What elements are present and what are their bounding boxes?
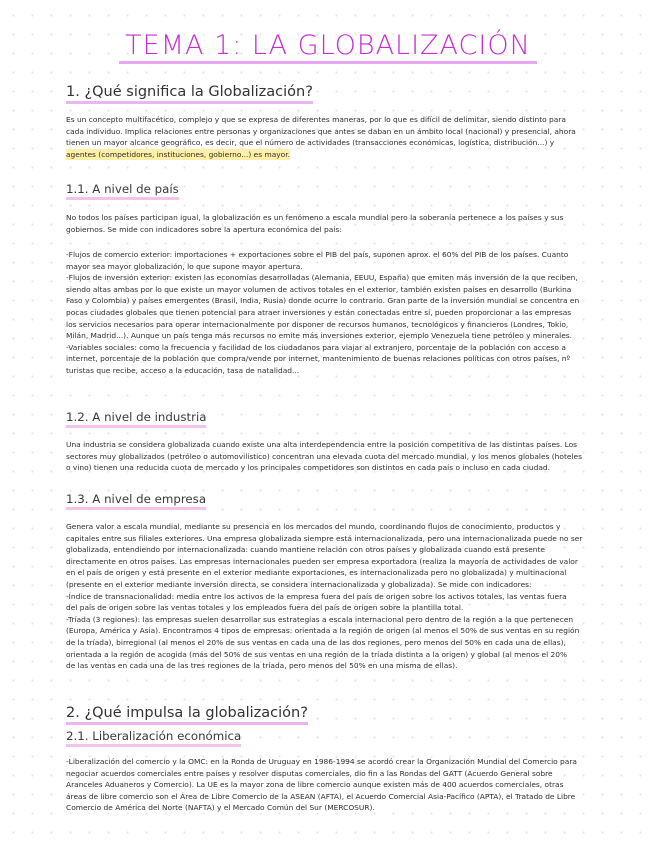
text-line: de la tríada), birregional (al menos el 20% de sus ventas en cada una de las dos regiones, pero menos del 50% en cada una de ellas), <box>66 637 566 647</box>
text-line: Faso y Colombia) y países emergentes (Brasil, India, Rusia) donde ocurre lo contrario. Gran parte de la inversión mundial se concentra en <box>66 296 580 306</box>
text-line: Milán, Madrid...). Aunque un país tenga más recursos no emite más inversiones exterior, ejemplo Venezuela tiene petróleo y minerales. <box>66 331 573 341</box>
text-line: pocas ciudades globales que tienen potencial para atraer inversiones y están conectadas entre sí, pueden proporcionar a las empresas <box>66 307 572 317</box>
text-line: (Europa, América y Asia). Encontramos 4 tipos de empresas: orientada a la región de origen (al menos el 50% de sus ventas en su región <box>66 626 580 636</box>
text-line: -Tríada (3 regiones): las empresas suelen desarrollar sus estrategias a escala internacional pero dentro de la región a la que pertenecen <box>66 614 574 624</box>
text-line: (presente en el exterior mediante inversión directa, se considera internacionalizada y globalizada). Se mide con indicadores: <box>66 579 532 589</box>
text-line: áreas de libre comercio son el Área de Libre Comercio de la ASEAN (AFTA), el Acuerdo Comercial Asia-Pacífico (APTA), el Tratado de Libre <box>66 791 576 801</box>
text-line: Genera valor a escala mundial, mediante su presencia en los mercados del mundo, coordinando flujos de conocimiento, productos y <box>66 522 561 531</box>
paragraph-definition <box>66 114 626 164</box>
text-line: orientada a la región de acogida (más del 50% de sus ventas en una región de la tríada distinta a la origen) y global (al menos el 20% <box>66 649 568 659</box>
text-line: de las ventas en cada una de las tres regiones de la tríada, pero menos del 50% en una misma de ellas). <box>66 661 458 671</box>
text-line: en el país de origen y está presente en el exterior mediante exportaciones, es internacionalizada pero no globalizada) y multinacional <box>66 568 567 578</box>
section-heading-1: 1. ¿Qué significa la Globalización? <box>66 84 313 100</box>
text-line: directamente en otros países. Las empresas internacionales pueden ser empresa exportadora (realiza la mayoría de actividades de valor <box>66 556 578 566</box>
text-line: o vino) tienen una reducida cuota de mercado y los principales competidores son distintos en cada país o incluso en cada ciudad. <box>66 463 551 473</box>
text-line: mayor sea mayor globalización, lo que supone mayor apertura. <box>66 261 303 271</box>
text-line: Es un concepto multifacético, complejo y que se expresa de diferentes maneras, por lo que es difícil de delimitar, siendo distinto para <box>66 115 566 124</box>
section-heading-1-2: 1.2. A nivel de industria <box>66 410 206 424</box>
text-line: cada individuo. Implica relaciones entre personas y organizaciones que antes se daban en un ámbito local (nacional) y presencial, ahora <box>66 126 576 136</box>
text-line: Una industria se considera globalizada cuando existe una alta interdependencia entre la posición competitiva de las distintas países. Los <box>66 440 578 449</box>
text-line: -Índice de transnacionalidad: media entre los activos de la empresa fuera del país de origen sobre los activos totales, las ventas fuera <box>66 591 567 601</box>
text-line: tienen un mayor alcance geográfico, es decir, que el número de actividades (transacciones económicas, logística, distribución...) y <box>66 138 555 148</box>
text-line: -Flujos de comercio exterior: importaciones + exportaciones sobre el PIB del país, suponen aprox. el 60% del PIB de los países. Cuanto <box>66 250 569 259</box>
paragraph-industry <box>66 439 626 474</box>
section-heading-1-1: 1.1. A nivel de país <box>66 182 179 196</box>
text-line: sectores muy globalizados (petróleo o automovilístico) concentran una elevada cuota del mercado mundial, y los menos globales (hoteles <box>66 451 582 461</box>
section-heading-1-3: 1.3. A nivel de empresa <box>66 492 206 506</box>
text-line: siendo altas ambas por lo que existe un mayor volumen de activos totales en el exterior, también existen países en desarrollo (Burkina <box>66 284 572 294</box>
text-line: Comercio de América del Norte (NAFTA) y el Mercado Común del Sur (MERCOSUR). <box>66 803 375 813</box>
text-line: del país de origen sobre las ventas totales y los empleados fuera del país de origen sobre la plantilla total. <box>66 603 464 613</box>
text-line: -Variables sociales: como la frecuencia y facilidad de los ciudadanos para viajar al extranjero, porcentaje de la población con acceso a <box>66 342 566 352</box>
text-line: los servicios necesarios para operar internacionalmente por disponer de recursos humanos, tecnológicos y financieros (Londres, Tokio, <box>66 319 569 329</box>
text-line: Aranceles Aduaneros y Comercio). La UE es la mayor zona de libre comercio aunque existen más de 400 acuerdos comerciales, otras <box>66 780 564 790</box>
text-line: capitales entre sus filiales exteriores. Una empresa globalizada siempre está internacionalizada, pero una internacionalizada puede no ser <box>66 533 583 543</box>
page-title: TEMA 1: LA GLOBALIZACIÓN <box>0 30 656 61</box>
text-line: -Flujos de inversión exterior: existen las economías desarrolladas (Alemania, EEUU, España) que emiten más inversión de la que reciben, <box>66 273 578 283</box>
text-line: -Liberalización del comercio y la OMC: en la Ronda de Uruguay en 1986-1994 se acordó crear la Organización Mundial del Comercio para <box>66 757 577 766</box>
paragraph-liberalization <box>66 756 626 814</box>
paragraph-country-indicators <box>66 249 626 377</box>
text-line: negociar acuerdos comerciales entre países y resolver disputas comerciales, dio fin a las Rondas del GATT (Acuerdo General sobre <box>66 768 553 778</box>
text-line: internet, porcentaje de la población que compra/vende por internet, mantenimiento de buenas relaciones políticas con otros países, nº <box>66 354 570 364</box>
text-line: gobiernos. Se mide con indicadores sobre la apertura económica del país: <box>66 224 342 234</box>
text-line: turistas que recibe, acceso a la educación, tasa de natalidad... <box>66 365 300 375</box>
section-heading-2-1: 2.1. Liberalización económica <box>66 729 241 743</box>
paragraph-country-intro <box>66 212 626 235</box>
text-line: globalizada, entendiendo por internacionalizada: cuando mantiene relación con otros países y globalizada cuando está presente <box>66 545 545 555</box>
paragraph-company <box>66 521 626 672</box>
text-line: No todos los países participan igual, la globalización es un fenómeno a escala mundial pero la soberanía pertenece a los países y sus <box>66 213 564 222</box>
section-heading-2: 2. ¿Qué impulsa la globalización? <box>66 705 308 721</box>
text-line: agentes (competidores, instituciones, gobierno...) es mayor. <box>66 149 290 159</box>
